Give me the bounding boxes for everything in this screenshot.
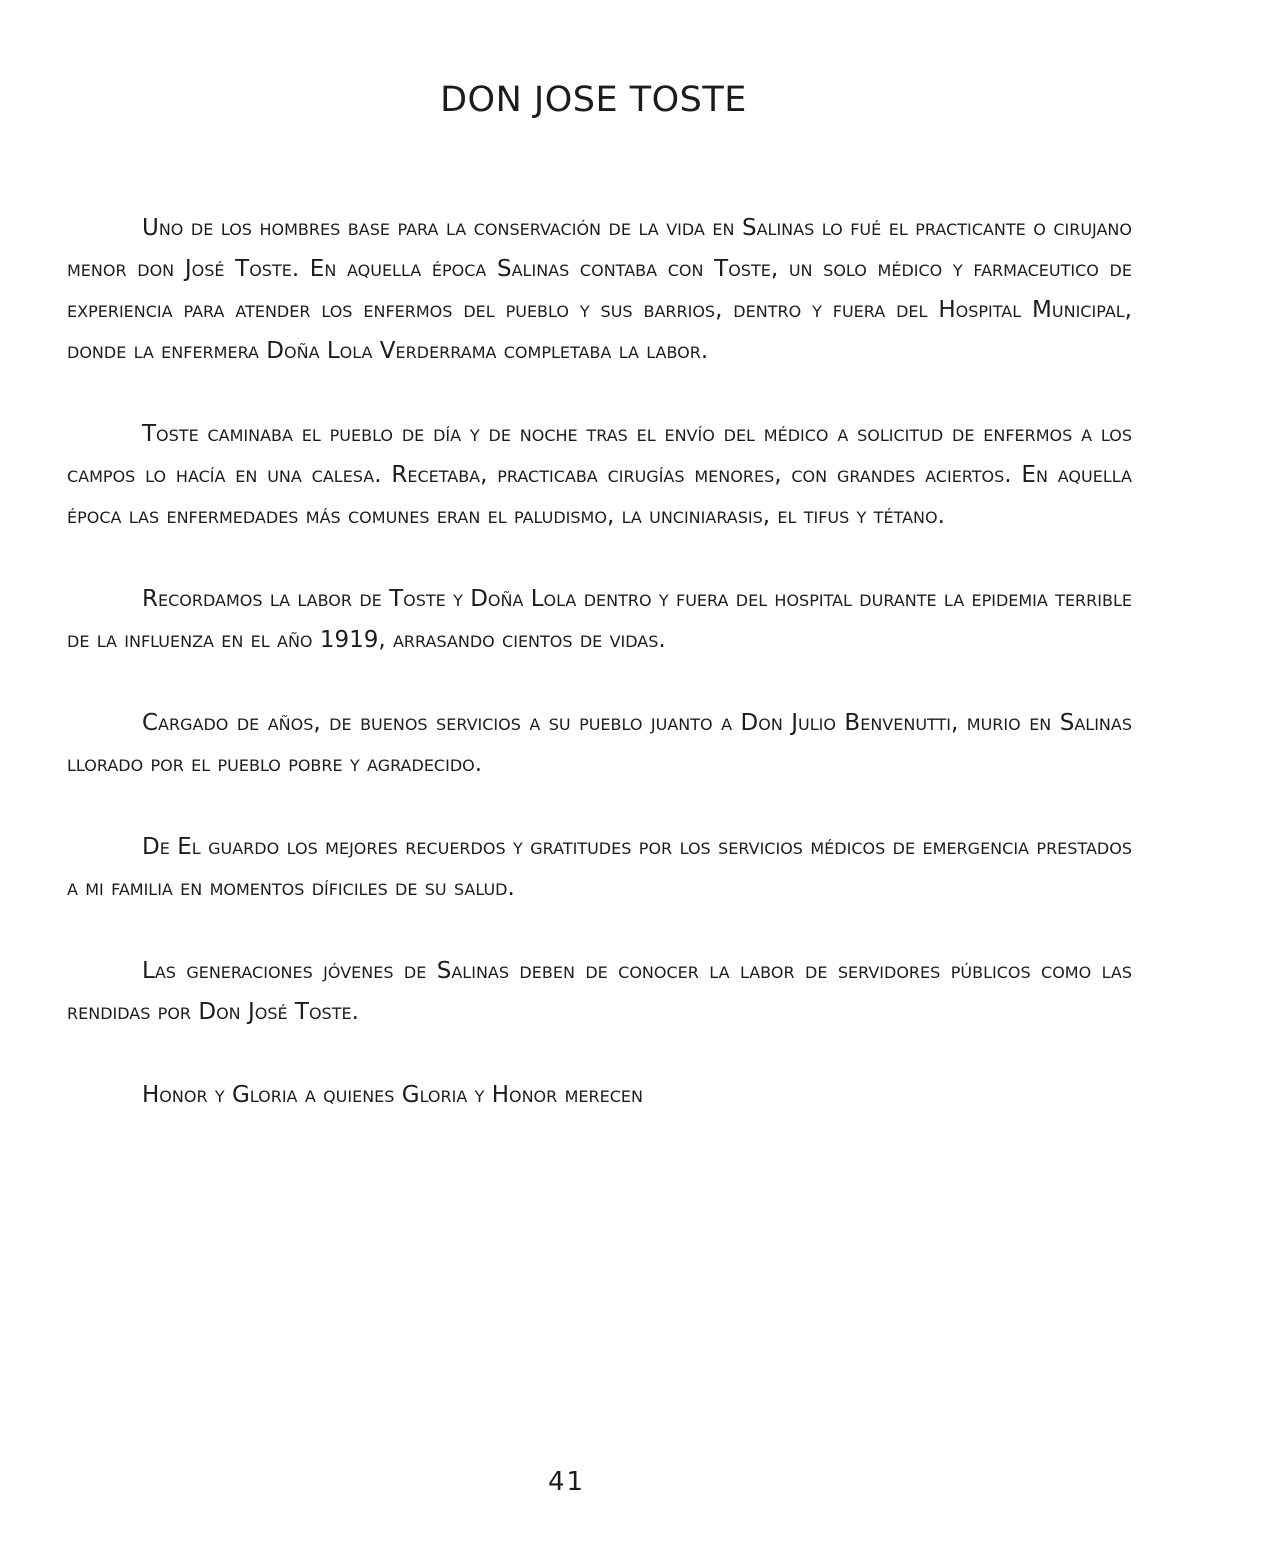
paragraph-death: Cargado de años, de buenos servicios a su pueblo juanto a Don Julio Benvenutti, murio en Salinas llorado por el pueblo pobre y agradecido. bbox=[67, 710, 1132, 777]
paragraph-influenza-epidemic: Recordamos la labor de Toste y Doña Lola dentro y fuera del hospital durante la epidemia terrible de la influenza en el año 1919, arrasando cientos de vidas. bbox=[67, 586, 1132, 653]
paragraph-generations: Las generaciones jóvenes de Salinas deben de conocer la labor de servidores públicos como las rendidas por Don José Toste. bbox=[67, 958, 1132, 1025]
page-number: 41 bbox=[547, 1467, 586, 1497]
body-text bbox=[67, 208, 1132, 1116]
paragraph-honor: Honor y Gloria a quienes Gloria y Honor merecen bbox=[142, 1082, 643, 1108]
paragraph-jose-toste-intro: Uno de los hombres base para la conservación de la vida en Salinas lo fué el practicante o cirujano menor don José Toste. En aquella época Salinas contaba con Toste, un solo médico y farmaceutico de experiencia para atender los enfermos del pueblo y sus barrios, dentro y fuera del Hospital Municipal, donde la enfermera Doña Lola Verderrama completaba la labor. bbox=[67, 215, 1132, 364]
paragraph-memories: De El guardo los mejores recuerdos y gratitudes por los servicios médicos de emergencia prestados a mi familia en momentos díficiles de su salud. bbox=[67, 834, 1132, 901]
paragraph-toste-work: Toste caminaba el pueblo de día y de noche tras el envío del médico a solicitud de enfermos a los campos lo hacía en una calesa. Recetaba, practicaba cirugías menores, con grandes aciertos. En aquella época las enfermedades más comunes eran el paludismo, la unciniarasis, el tifus y tétano. bbox=[67, 421, 1132, 529]
page-title: DON JOSE TOSTE bbox=[440, 80, 747, 120]
